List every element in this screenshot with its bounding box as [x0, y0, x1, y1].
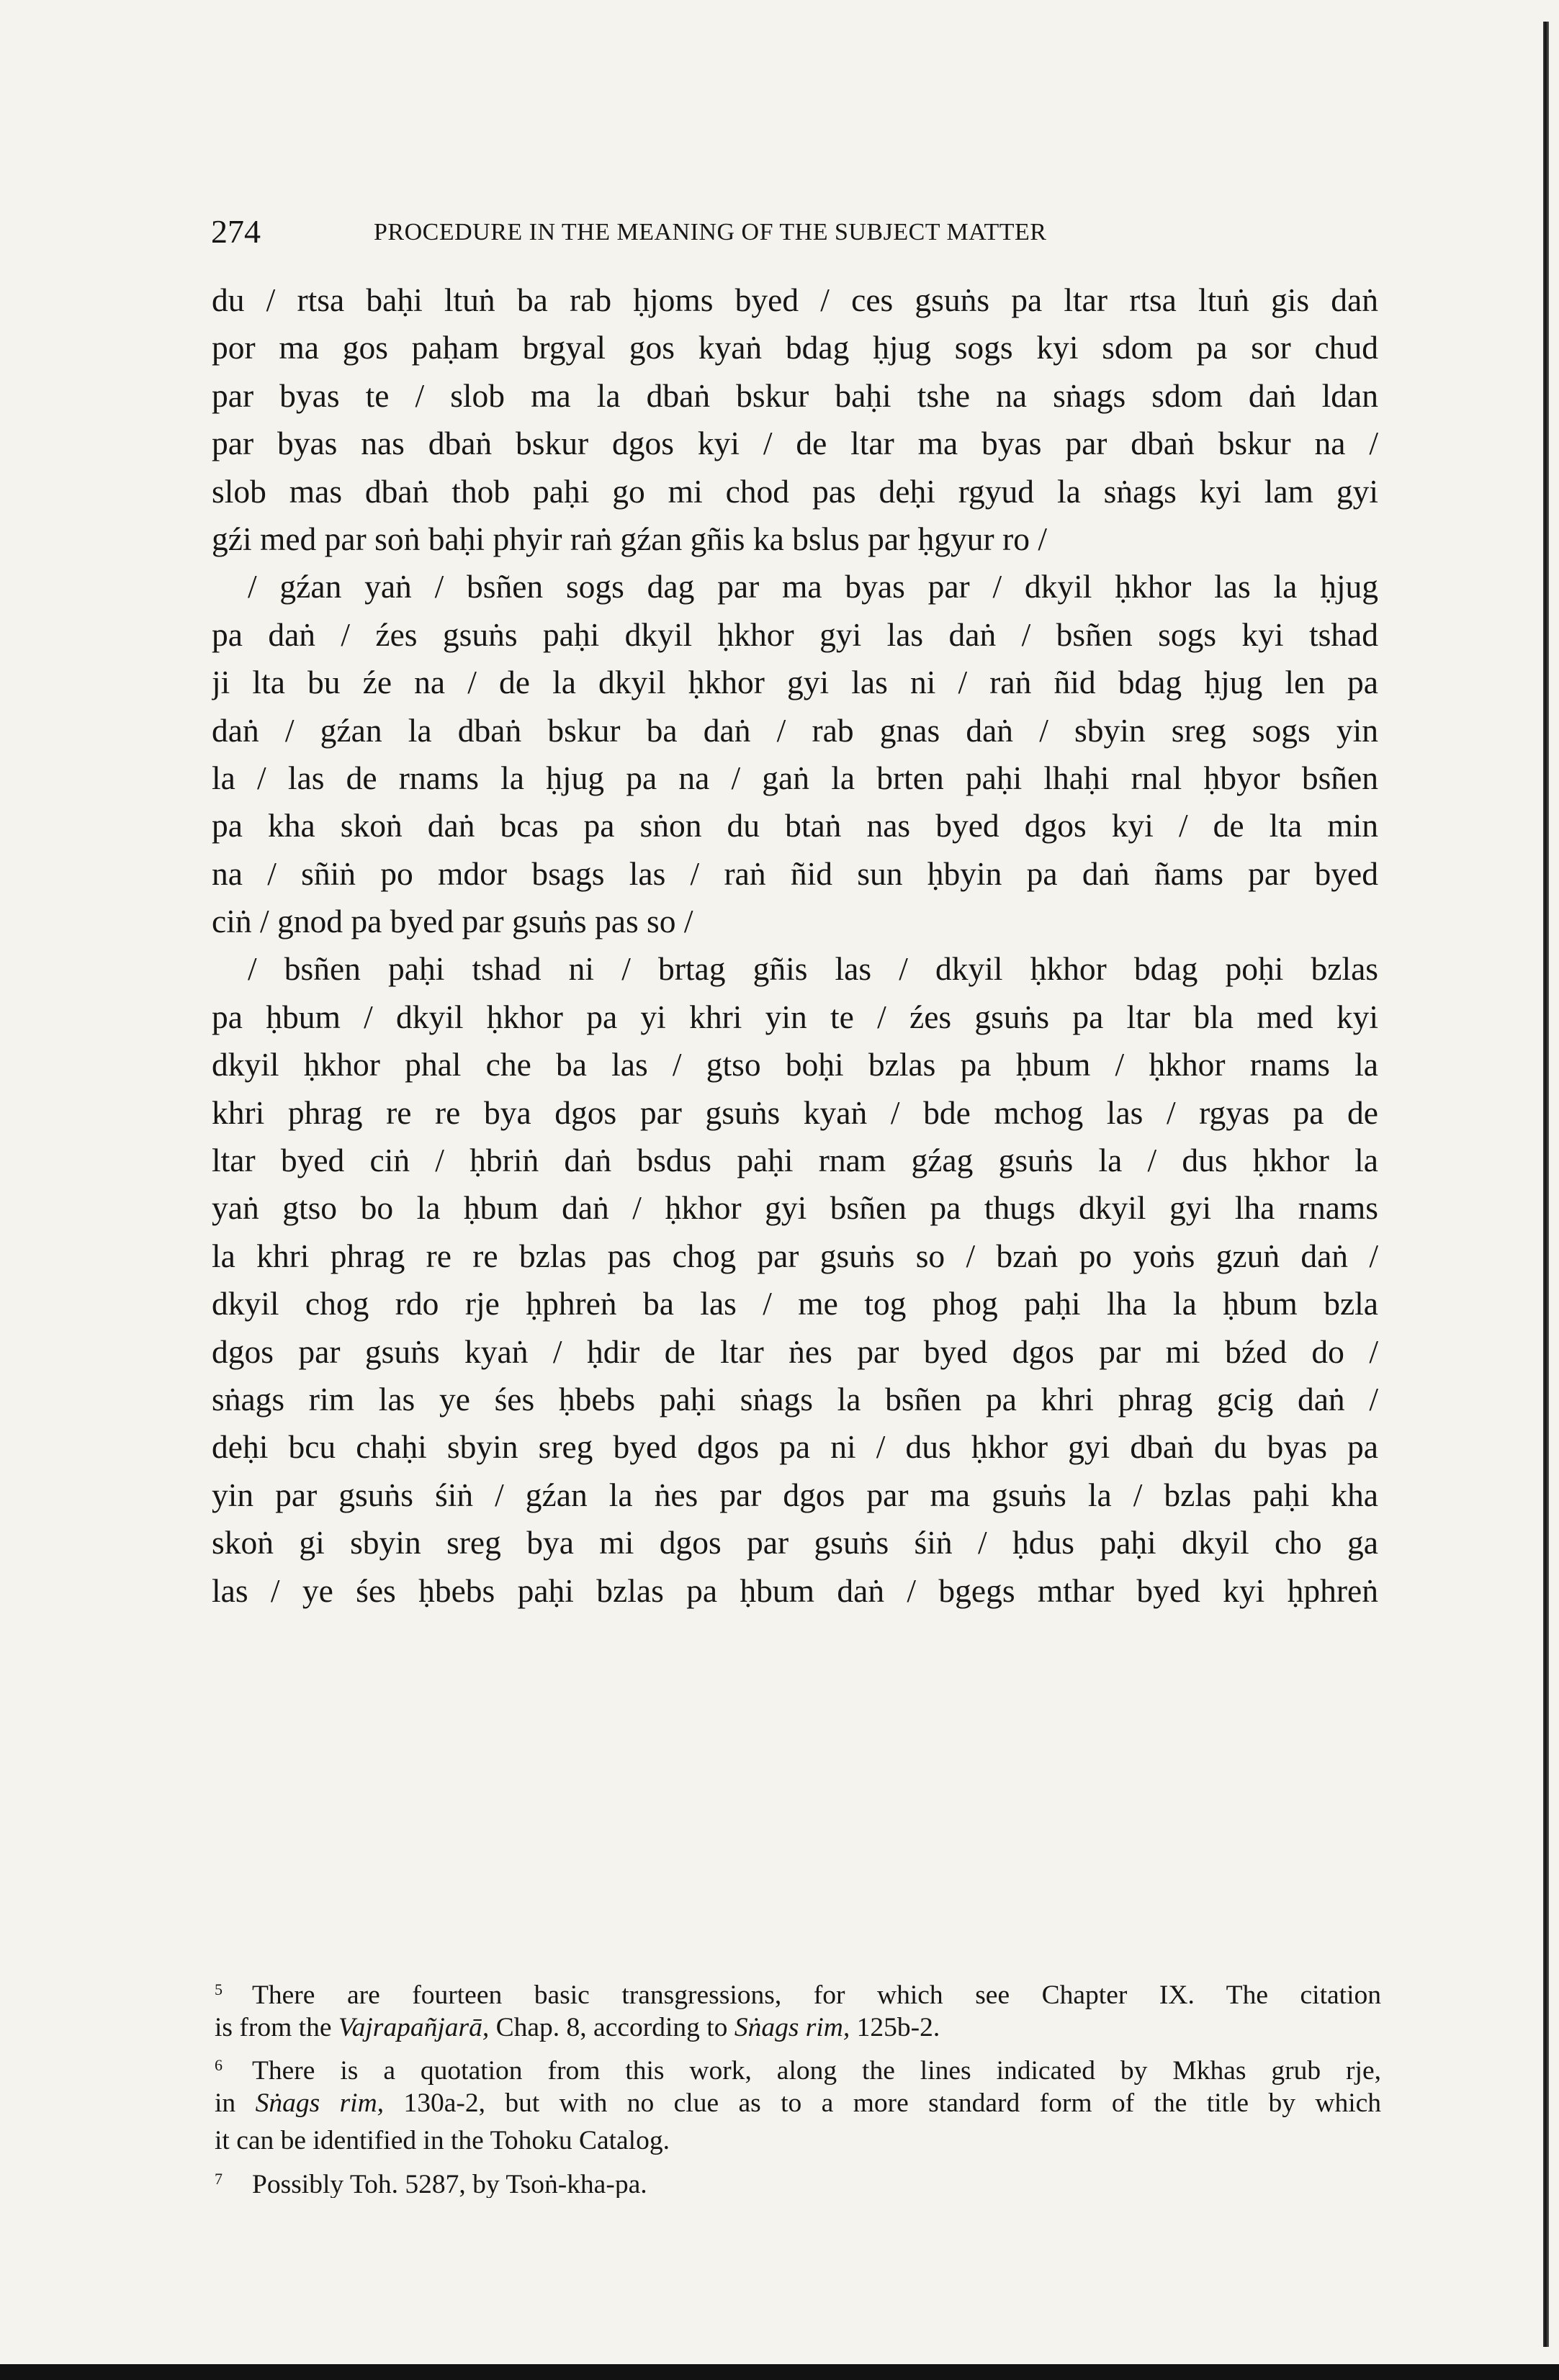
body-line: yaṅ gtso bo la ḥbum daṅ / ḥkhor gyi bsñen pa thugs dkyil gyi lha rnams	[212, 1189, 1378, 1227]
footnote-5-cont	[215, 2009, 1381, 2047]
footnote-title: Sṅags rim,	[255, 2088, 385, 2118]
body-line: deḥi bcu chaḥi sbyin sreg byed dgos pa ni / dus ḥkhor gyi dbaṅ du byas pa	[212, 1428, 1378, 1466]
page-edge-bottom	[0, 2364, 1559, 2380]
footnote-7	[215, 2160, 1381, 2199]
footnote-marker: 6	[215, 2056, 223, 2074]
body-line: yin par gsuṅs śiṅ / gźan la ṅes par dgos par ma gsuṅs la / bzlas paḥi kha	[212, 1476, 1378, 1513]
body-line: ji lta bu źe na / de la dkyil ḥkhor gyi las ni / raṅ ñid bdag ḥjug len pa	[212, 664, 1378, 701]
body-line: la / las de rnams la ḥjug pa na / gaṅ la brten paḥi lhaḥi rnal ḥbyor bsñen	[212, 759, 1378, 796]
footnote-5	[215, 1971, 1381, 2009]
body-line: gźi med par soṅ baḥi phyir raṅ gźan gñis ka bslus par ḥgyur ro /	[212, 520, 1047, 557]
body-line: par byas nas dbaṅ bskur dgos kyi / de ltar ma byas par dbaṅ bskur na /	[212, 425, 1378, 462]
body-line: ciṅ / gnod pa byed par gsuṅs pas so /	[212, 903, 693, 940]
body-line: khri phrag re re bya dgos par gsuṅs kyaṅ / bde mchog las / rgyas pa de	[212, 1094, 1378, 1131]
footnote-6-cont	[215, 2085, 1381, 2123]
body-line: du / rtsa baḥi ltuṅ ba rab ḥjoms byed / ces gsuṅs pa ltar rtsa ltuṅ gis daṅ	[212, 281, 1378, 318]
body-line: skoṅ gi sbyin sreg bya mi dgos par gsuṅs śiṅ / ḥdus paḥi dkyil cho ga	[212, 1524, 1378, 1561]
body-line: por ma gos paḥam brgyal gos kyaṅ bdag ḥjug sogs kyi sdom pa sor chud	[212, 329, 1378, 366]
body-line: sṅags rim las ye śes ḥbebs paḥi sṅags la bsñen pa khri phrag gcig daṅ /	[212, 1380, 1378, 1417]
body-line: slob mas dbaṅ thob paḥi go mi chod pas deḥi rgyud la sṅags kyi lam gyi	[212, 472, 1378, 510]
body-line: pa daṅ / źes gsuṅs paḥi dkyil ḥkhor gyi las daṅ / bsñen sogs kyi tshad	[212, 616, 1378, 653]
body-line: dkyil ḥkhor phal che ba las / gtso boḥi bzlas pa ḥbum / ḥkhor rnams la	[212, 1046, 1378, 1083]
footnote-marker: 7	[215, 2169, 223, 2188]
footnote-text: Possibly Toh. 5287, by Tsoṅ-kha-pa.	[252, 2169, 647, 2198]
footnote-text: Chap. 8, according to	[489, 2012, 734, 2042]
body-line: dgos par gsuṅs kyaṅ / ḥdir de ltar ṅes par byed dgos par mi bźed do /	[212, 1333, 1378, 1370]
footnote-text: There are fourteen basic transgressions, for which see Chapter IX. The citation	[252, 1980, 1381, 2009]
footnote-text: in	[215, 2088, 256, 2118]
footnote-6-cont: it can be identified in the Tohoku Catalog.	[215, 2126, 670, 2155]
body-line: na / sñiṅ po mdor bsags las / raṅ ñid sun ḥbyin pa daṅ ñams par byed	[212, 855, 1378, 892]
page-number: 274	[211, 213, 261, 250]
body-line: pa ḥbum / dkyil ḥkhor pa yi khri yin te / źes gsuṅs pa ltar bla med kyi	[212, 998, 1378, 1035]
body-line: dkyil chog rdo rje ḥphreṅ ba las / me tog phog paḥi lha la ḥbum bzla	[212, 1285, 1378, 1322]
footnote-6	[215, 2047, 1381, 2085]
body-line: ltar byed ciṅ / ḥbriṅ daṅ bsdus paḥi rnam gźag gsuṅs la / dus ḥkhor la	[212, 1142, 1378, 1179]
body-line: las / ye śes ḥbebs paḥi bzlas pa ḥbum daṅ / bgegs mthar byed kyi ḥphreṅ	[212, 1572, 1378, 1609]
page-header	[211, 210, 1378, 253]
body-line: pa kha skoṅ daṅ bcas pa sṅon du btaṅ nas byed dgos kyi / de lta min	[212, 807, 1378, 844]
running-head: PROCEDURE IN THE MEANING OF THE SUBJECT MATTER	[374, 219, 1047, 245]
footnote-title: Sṅags rim,	[734, 2012, 850, 2042]
body-text	[212, 276, 1378, 1615]
body-line: / bsñen paḥi tshad ni / brtag gñis las / dkyil ḥkhor bdag poḥi bzlas	[248, 950, 1378, 988]
body-line: / gźan yaṅ / bsñen sogs dag par ma byas par / dkyil ḥkhor las la ḥjug	[248, 568, 1378, 605]
footnote-marker: 5	[215, 1980, 223, 1998]
page-edge-right	[1543, 22, 1549, 2347]
body-line: la khri phrag re re bzlas pas chog par gsuṅs so / bzaṅ po yoṅs gzuṅ daṅ /	[212, 1237, 1378, 1274]
footnote-text: 125b-2.	[850, 2012, 940, 2042]
footnote-text: There is a quotation from this work, along the lines indicated by Mkhas grub rje,	[252, 2056, 1381, 2085]
footnote-title: Vajrapañjarā,	[338, 2012, 490, 2042]
footnotes	[215, 1971, 1381, 2198]
footnote-text: is from the	[215, 2012, 338, 2042]
body-line: par byas te / slob ma la dbaṅ bskur baḥi tshe na sṅags sdom daṅ ldan	[212, 377, 1378, 414]
body-line: daṅ / gźan la dbaṅ bskur ba daṅ / rab gnas daṅ / sbyin sreg sogs yin	[212, 711, 1378, 749]
footnote-text: 130a-2, but with no clue as to a more standard form of the title by which	[384, 2088, 1381, 2118]
